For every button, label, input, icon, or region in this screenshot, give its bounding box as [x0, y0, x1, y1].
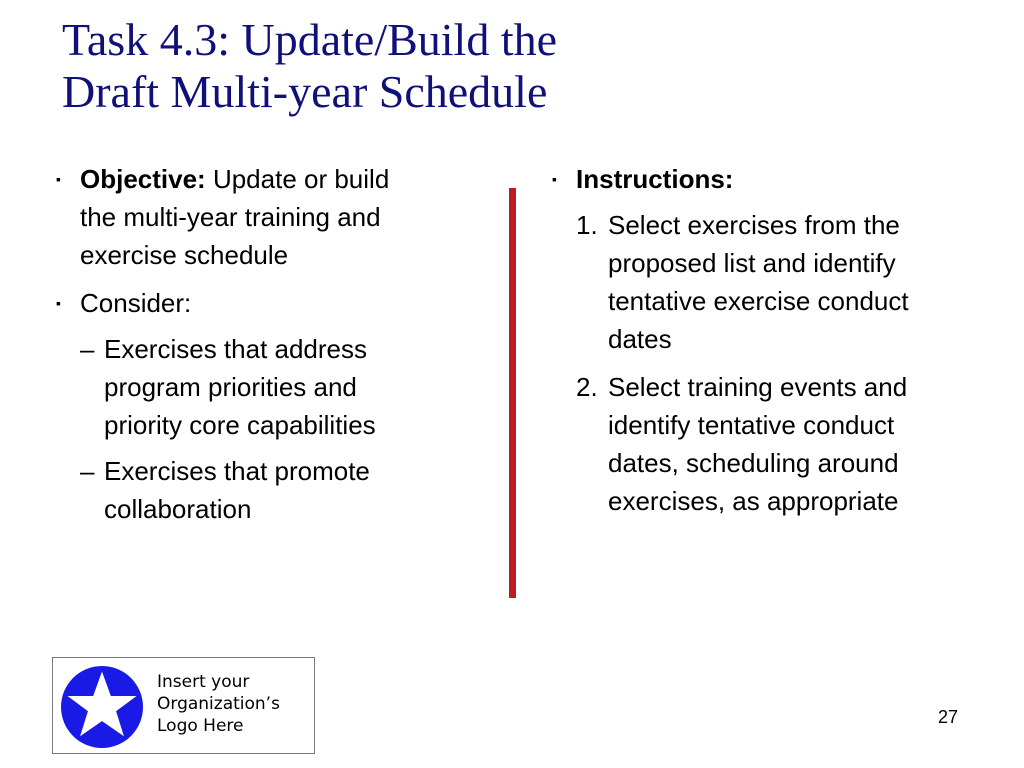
page-number: 27 — [938, 707, 959, 727]
dash-marker: – — [80, 334, 95, 364]
logo-placeholder-text — [157, 671, 307, 737]
slide-title-line-2: Draft Multi-year Schedule — [62, 66, 548, 117]
bullet-marker: ▪ — [56, 295, 61, 311]
consider-item-1-line-2: program priorities and — [104, 372, 357, 402]
step-2-line-2: identify tentative conduct — [608, 410, 895, 440]
consider-item — [56, 330, 476, 444]
step-2-line-3: dates, scheduling around — [608, 448, 899, 478]
step-number: 2. — [576, 372, 598, 402]
consider-item-1-line-1: Exercises that address — [104, 334, 368, 364]
left-column — [56, 160, 476, 528]
right-column — [552, 160, 992, 520]
step-1-line-2: proposed list and identify — [608, 248, 896, 278]
consider-label: Consider: — [80, 288, 192, 318]
slide-title-line-1: Task 4.3: Update/Build the — [62, 14, 558, 65]
objective-line-1 — [80, 160, 476, 198]
logo-placeholder — [52, 657, 315, 754]
instructions-label: Instructions: — [576, 164, 734, 194]
bullet-marker: ▪ — [56, 171, 61, 187]
objective-text-1: Update or build — [205, 164, 390, 194]
consider-bullet — [56, 284, 476, 322]
instructions-bullet — [552, 160, 992, 198]
step-1-line-4: dates — [608, 324, 672, 354]
bullet-marker: ▪ — [552, 171, 557, 187]
objective-label: Objective: — [80, 164, 206, 194]
consider-item-1-line-3: priority core capabilities — [104, 410, 376, 440]
instruction-step — [552, 368, 992, 520]
logo-text-line-1: Insert your — [157, 672, 250, 692]
step-2-line-4: exercises, as appropriate — [608, 486, 899, 516]
step-1-line-1: Select exercises from the — [608, 210, 900, 240]
instruction-step — [552, 206, 992, 358]
objective-text-2: the multi-year training and — [80, 202, 381, 232]
consider-item-2-line-1: Exercises that promote — [104, 456, 370, 486]
logo-text-line-3: Logo Here — [157, 716, 244, 736]
objective-bullet — [56, 160, 476, 274]
dash-marker: – — [80, 456, 95, 486]
step-number: 1. — [576, 210, 598, 240]
slide-title — [62, 14, 962, 118]
logo-text-line-2: Organization’s — [157, 694, 280, 714]
step-2-line-1: Select training events and — [608, 372, 908, 402]
star-in-circle-icon — [60, 665, 144, 749]
step-1-line-3: tentative exercise conduct — [608, 286, 909, 316]
consider-item-2-line-2: collaboration — [104, 494, 252, 524]
objective-text-3: exercise schedule — [80, 240, 289, 270]
column-divider — [509, 188, 516, 598]
consider-item — [56, 452, 476, 528]
